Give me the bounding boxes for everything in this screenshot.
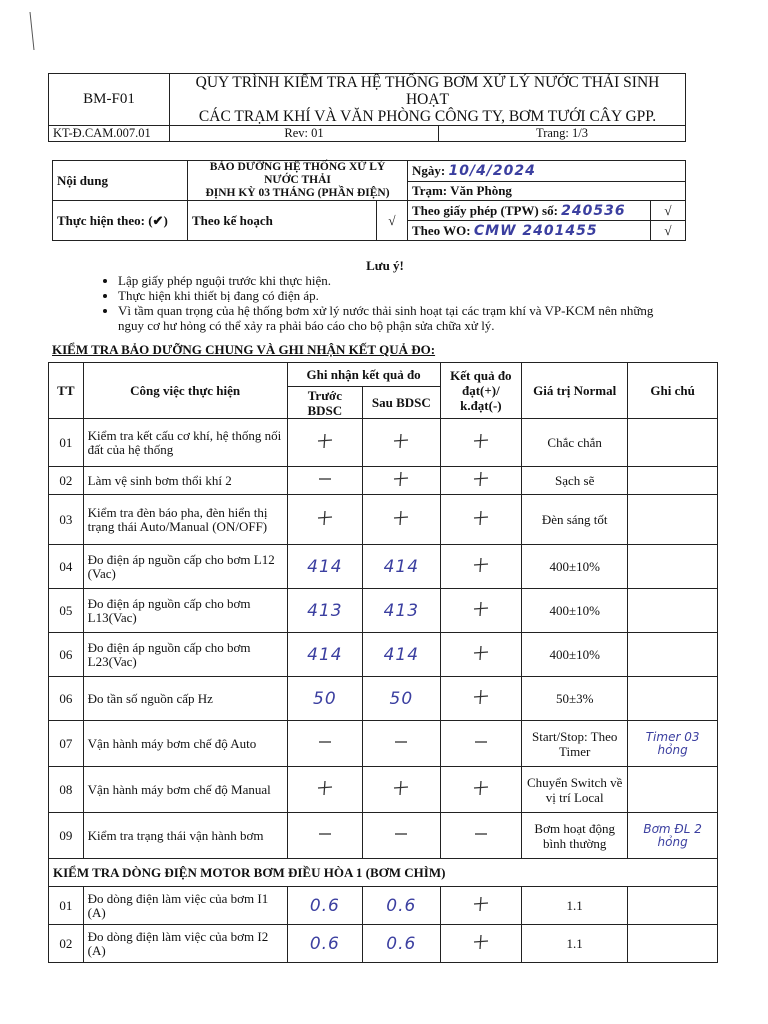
- row-after: 413: [363, 589, 441, 633]
- doc-title: [170, 74, 686, 126]
- row-result: [440, 813, 522, 859]
- plus-mark: [392, 509, 410, 527]
- table-row: [49, 677, 718, 721]
- table-row: [49, 925, 718, 963]
- wo-check: √: [651, 221, 686, 241]
- row-note: Bơm ĐL 2 hỏng: [628, 813, 718, 859]
- col-measure-group: Ghi nhận kết quả đo: [287, 363, 440, 387]
- date-value: 10/4/2024: [448, 163, 536, 180]
- row-note: [628, 545, 718, 589]
- plus-mark: [472, 933, 490, 951]
- row-task: Kiểm tra trạng thái vận hành bơm: [83, 813, 287, 859]
- row-result: [440, 677, 522, 721]
- row-before: [287, 813, 362, 859]
- row-after: [363, 419, 441, 467]
- row-before: [287, 721, 362, 767]
- table-row: [49, 589, 718, 633]
- plus-mark: [392, 779, 410, 797]
- row-normal: 1.1: [522, 887, 628, 925]
- row-task: Đo điện áp nguồn cấp cho bơm L12 (Vac): [83, 545, 287, 589]
- table-row: [49, 419, 718, 467]
- table-row: [49, 887, 718, 925]
- row-note: Timer 03 hỏng: [628, 721, 718, 767]
- row-tt: 03: [49, 495, 84, 545]
- note-item: • Thực hiện khi thiết bị đang có điện áp.: [118, 288, 670, 303]
- plus-mark: [472, 779, 490, 797]
- row-before: [287, 495, 362, 545]
- info-table: [52, 160, 686, 241]
- scan-mark: [28, 12, 38, 52]
- plus-mark: [472, 556, 490, 574]
- row-normal: Chắc chắn: [522, 419, 628, 467]
- row-tt: 01: [49, 887, 84, 925]
- page-number: Trang: 1/3: [439, 126, 686, 142]
- row-task: Kiểm tra đèn báo pha, đèn hiển thị trạng thái Auto/Manual (ON/OFF): [83, 495, 287, 545]
- plus-mark: [472, 509, 490, 527]
- table-row: [49, 767, 718, 813]
- inspection-table: [48, 362, 718, 963]
- row-after: [363, 721, 441, 767]
- tpw-check: √: [651, 201, 686, 221]
- row-before: [287, 767, 362, 813]
- row-tt: 05: [49, 589, 84, 633]
- row-before: 414: [287, 545, 362, 589]
- row-normal: Chuyển Switch về vị trí Local: [522, 767, 628, 813]
- row-normal: 400±10%: [522, 589, 628, 633]
- row-task: Vận hành máy bơm chế độ Auto: [83, 721, 287, 767]
- row-after: 0.6: [363, 887, 441, 925]
- row-before: [287, 467, 362, 495]
- row-tt: 09: [49, 813, 84, 859]
- thuc-hien-label: Thực hiện theo: (✔): [53, 201, 188, 241]
- row-tt: 06: [49, 633, 84, 677]
- row-normal: Start/Stop: Theo Timer: [522, 721, 628, 767]
- table-row: [49, 495, 718, 545]
- row-before: [287, 419, 362, 467]
- plus-mark: [472, 688, 490, 706]
- table-row: [49, 467, 718, 495]
- row-after: 0.6: [363, 925, 441, 963]
- note-item: • Lập giấy phép nguội trước khi thực hiện.: [118, 273, 670, 288]
- row-after: [363, 767, 441, 813]
- station-label: Trạm: Văn Phòng: [408, 182, 686, 201]
- doc-number: KT-Đ.CAM.007.01: [49, 126, 170, 142]
- revision: Rev: 01: [170, 126, 439, 142]
- row-task: Vận hành máy bơm chế độ Manual: [83, 767, 287, 813]
- row-normal: Sạch sẽ: [522, 467, 628, 495]
- row-after: 414: [363, 545, 441, 589]
- notes-title: Lưu ý!: [366, 258, 404, 273]
- col-note: Ghi chú: [628, 363, 718, 419]
- row-tt: 08: [49, 767, 84, 813]
- subject-line1: BẢO DƯỠNG HỆ THỐNG XỬ LÝ NƯỚC THẢI: [209, 161, 386, 186]
- row-after: [363, 495, 441, 545]
- row-result: [440, 589, 522, 633]
- row-note: [628, 589, 718, 633]
- row-task: Đo điện áp nguồn cấp cho bơm L23(Vac): [83, 633, 287, 677]
- row-result: [440, 633, 522, 677]
- section1-title: KIỂM TRA BẢO DƯỠNG CHUNG VÀ GHI NHẬN KẾT QUẢ ĐO:: [52, 342, 436, 357]
- row-before: 50: [287, 677, 362, 721]
- row-result: [440, 495, 522, 545]
- row-task: Đo dòng điện làm việc của bơm I2 (A): [83, 925, 287, 963]
- col-tt: TT: [49, 363, 84, 419]
- table-row: [49, 721, 718, 767]
- row-tt: 02: [49, 925, 84, 963]
- row-result: [440, 887, 522, 925]
- row-note: [628, 419, 718, 467]
- header-table: [48, 73, 686, 142]
- subject: [188, 161, 408, 201]
- plus-mark: [472, 432, 490, 450]
- row-normal: 400±10%: [522, 633, 628, 677]
- row-after: 50: [363, 677, 441, 721]
- plus-mark: [472, 895, 490, 913]
- row-tt: 06: [49, 677, 84, 721]
- row-normal: 400±10%: [522, 545, 628, 589]
- tpw-value: 240536: [561, 202, 626, 219]
- plus-mark: [316, 509, 334, 527]
- row-normal: 1.1: [522, 925, 628, 963]
- row-task: Đo điện áp nguồn cấp cho bơm L13(Vac): [83, 589, 287, 633]
- ke-hoach-check: √: [377, 201, 408, 241]
- row-result: [440, 467, 522, 495]
- row-note: [628, 495, 718, 545]
- plus-mark: [392, 470, 410, 488]
- minus-mark: [316, 733, 334, 751]
- row-after: 414: [363, 633, 441, 677]
- doc-title-line1: QUY TRÌNH KIỂM TRA HỆ THỐNG BƠM XỬ LÝ NƯỚC THẢI SINH HOẠT: [195, 74, 660, 108]
- row-task: Làm vệ sinh bơm thổi khí 2: [83, 467, 287, 495]
- col-result: Kết quả đo đạt(+)/ k.đạt(-): [440, 363, 522, 419]
- date-label: Ngày:: [412, 163, 446, 179]
- col-normal: Giá trị Normal: [522, 363, 628, 419]
- row-note: [628, 887, 718, 925]
- row-after: [363, 813, 441, 859]
- wo-value: CMW 2401455: [473, 222, 598, 239]
- row-task: Đo tần số nguồn cấp Hz: [83, 677, 287, 721]
- subject-line2: ĐỊNH KỲ 03 THÁNG (PHẦN ĐIỆN): [205, 187, 390, 199]
- row-tt: 02: [49, 467, 84, 495]
- table-row: [49, 633, 718, 677]
- minus-mark: [472, 733, 490, 751]
- row-result: [440, 721, 522, 767]
- row-normal: Bơm hoạt động bình thường: [522, 813, 628, 859]
- col-before: Trước BDSC: [287, 387, 362, 419]
- row-note: [628, 633, 718, 677]
- wo-cell: [408, 221, 651, 241]
- row-normal: Đèn sáng tốt: [522, 495, 628, 545]
- row-tt: 07: [49, 721, 84, 767]
- row-before: 414: [287, 633, 362, 677]
- plus-mark: [472, 644, 490, 662]
- row-note: [628, 925, 718, 963]
- row-note: [628, 467, 718, 495]
- wo-label: Theo WO:: [412, 222, 471, 238]
- row-task: Kiểm tra kết cấu cơ khí, hệ thống nối đất của hệ thống: [83, 419, 287, 467]
- row-tt: 01: [49, 419, 84, 467]
- notes-block: [100, 258, 670, 333]
- plus-mark: [472, 470, 490, 488]
- row-note: [628, 767, 718, 813]
- row-tt: 04: [49, 545, 84, 589]
- row-result: [440, 545, 522, 589]
- plus-mark: [316, 779, 334, 797]
- doc-title-line2: CÁC TRẠM KHÍ VÀ VĂN PHÒNG CÔNG TY, BƠM TƯỚI CÂY GPP.: [198, 108, 657, 125]
- minus-mark: [316, 825, 334, 843]
- minus-mark: [392, 733, 410, 751]
- notes-list: [100, 273, 670, 333]
- row-result: [440, 767, 522, 813]
- form-code: BM-F01: [49, 74, 170, 126]
- row-after: [363, 467, 441, 495]
- section2-title: KIỂM TRA DÒNG ĐIỆN MOTOR BƠM ĐIỀU HÒA 1 (BƠM CHÌM): [49, 859, 718, 887]
- table-row: [49, 813, 718, 859]
- col-after: Sau BDSC: [363, 387, 441, 419]
- row-before: 0.6: [287, 887, 362, 925]
- minus-mark: [392, 825, 410, 843]
- plus-mark: [316, 432, 334, 450]
- row-before: 413: [287, 589, 362, 633]
- ke-hoach-label: Theo kế hoạch: [188, 201, 377, 241]
- row-result: [440, 419, 522, 467]
- note-item: • Vì tầm quan trọng của hệ thống bơm xử lý nước thải sinh hoạt tại các trạm khí và VP-KCM nên những nguy cơ hư hỏng có thể xảy ra phải báo cáo cho bộ phận sửa chữa xử lý.: [118, 303, 670, 333]
- plus-mark: [392, 432, 410, 450]
- tpw-label: Theo giấy phép (TPW) số:: [412, 202, 558, 218]
- minus-mark: [472, 825, 490, 843]
- row-normal: 50±3%: [522, 677, 628, 721]
- row-before: 0.6: [287, 925, 362, 963]
- col-task: Công việc thực hiện: [83, 363, 287, 419]
- date-cell: [408, 161, 686, 182]
- row-task: Đo dòng điện làm việc của bơm I1 (A): [83, 887, 287, 925]
- tpw-cell: [408, 201, 651, 221]
- row-result: [440, 925, 522, 963]
- row-note: [628, 677, 718, 721]
- table-row: [49, 545, 718, 589]
- noi-dung-label: Nội dung: [53, 161, 188, 201]
- minus-mark: [316, 470, 334, 488]
- plus-mark: [472, 600, 490, 618]
